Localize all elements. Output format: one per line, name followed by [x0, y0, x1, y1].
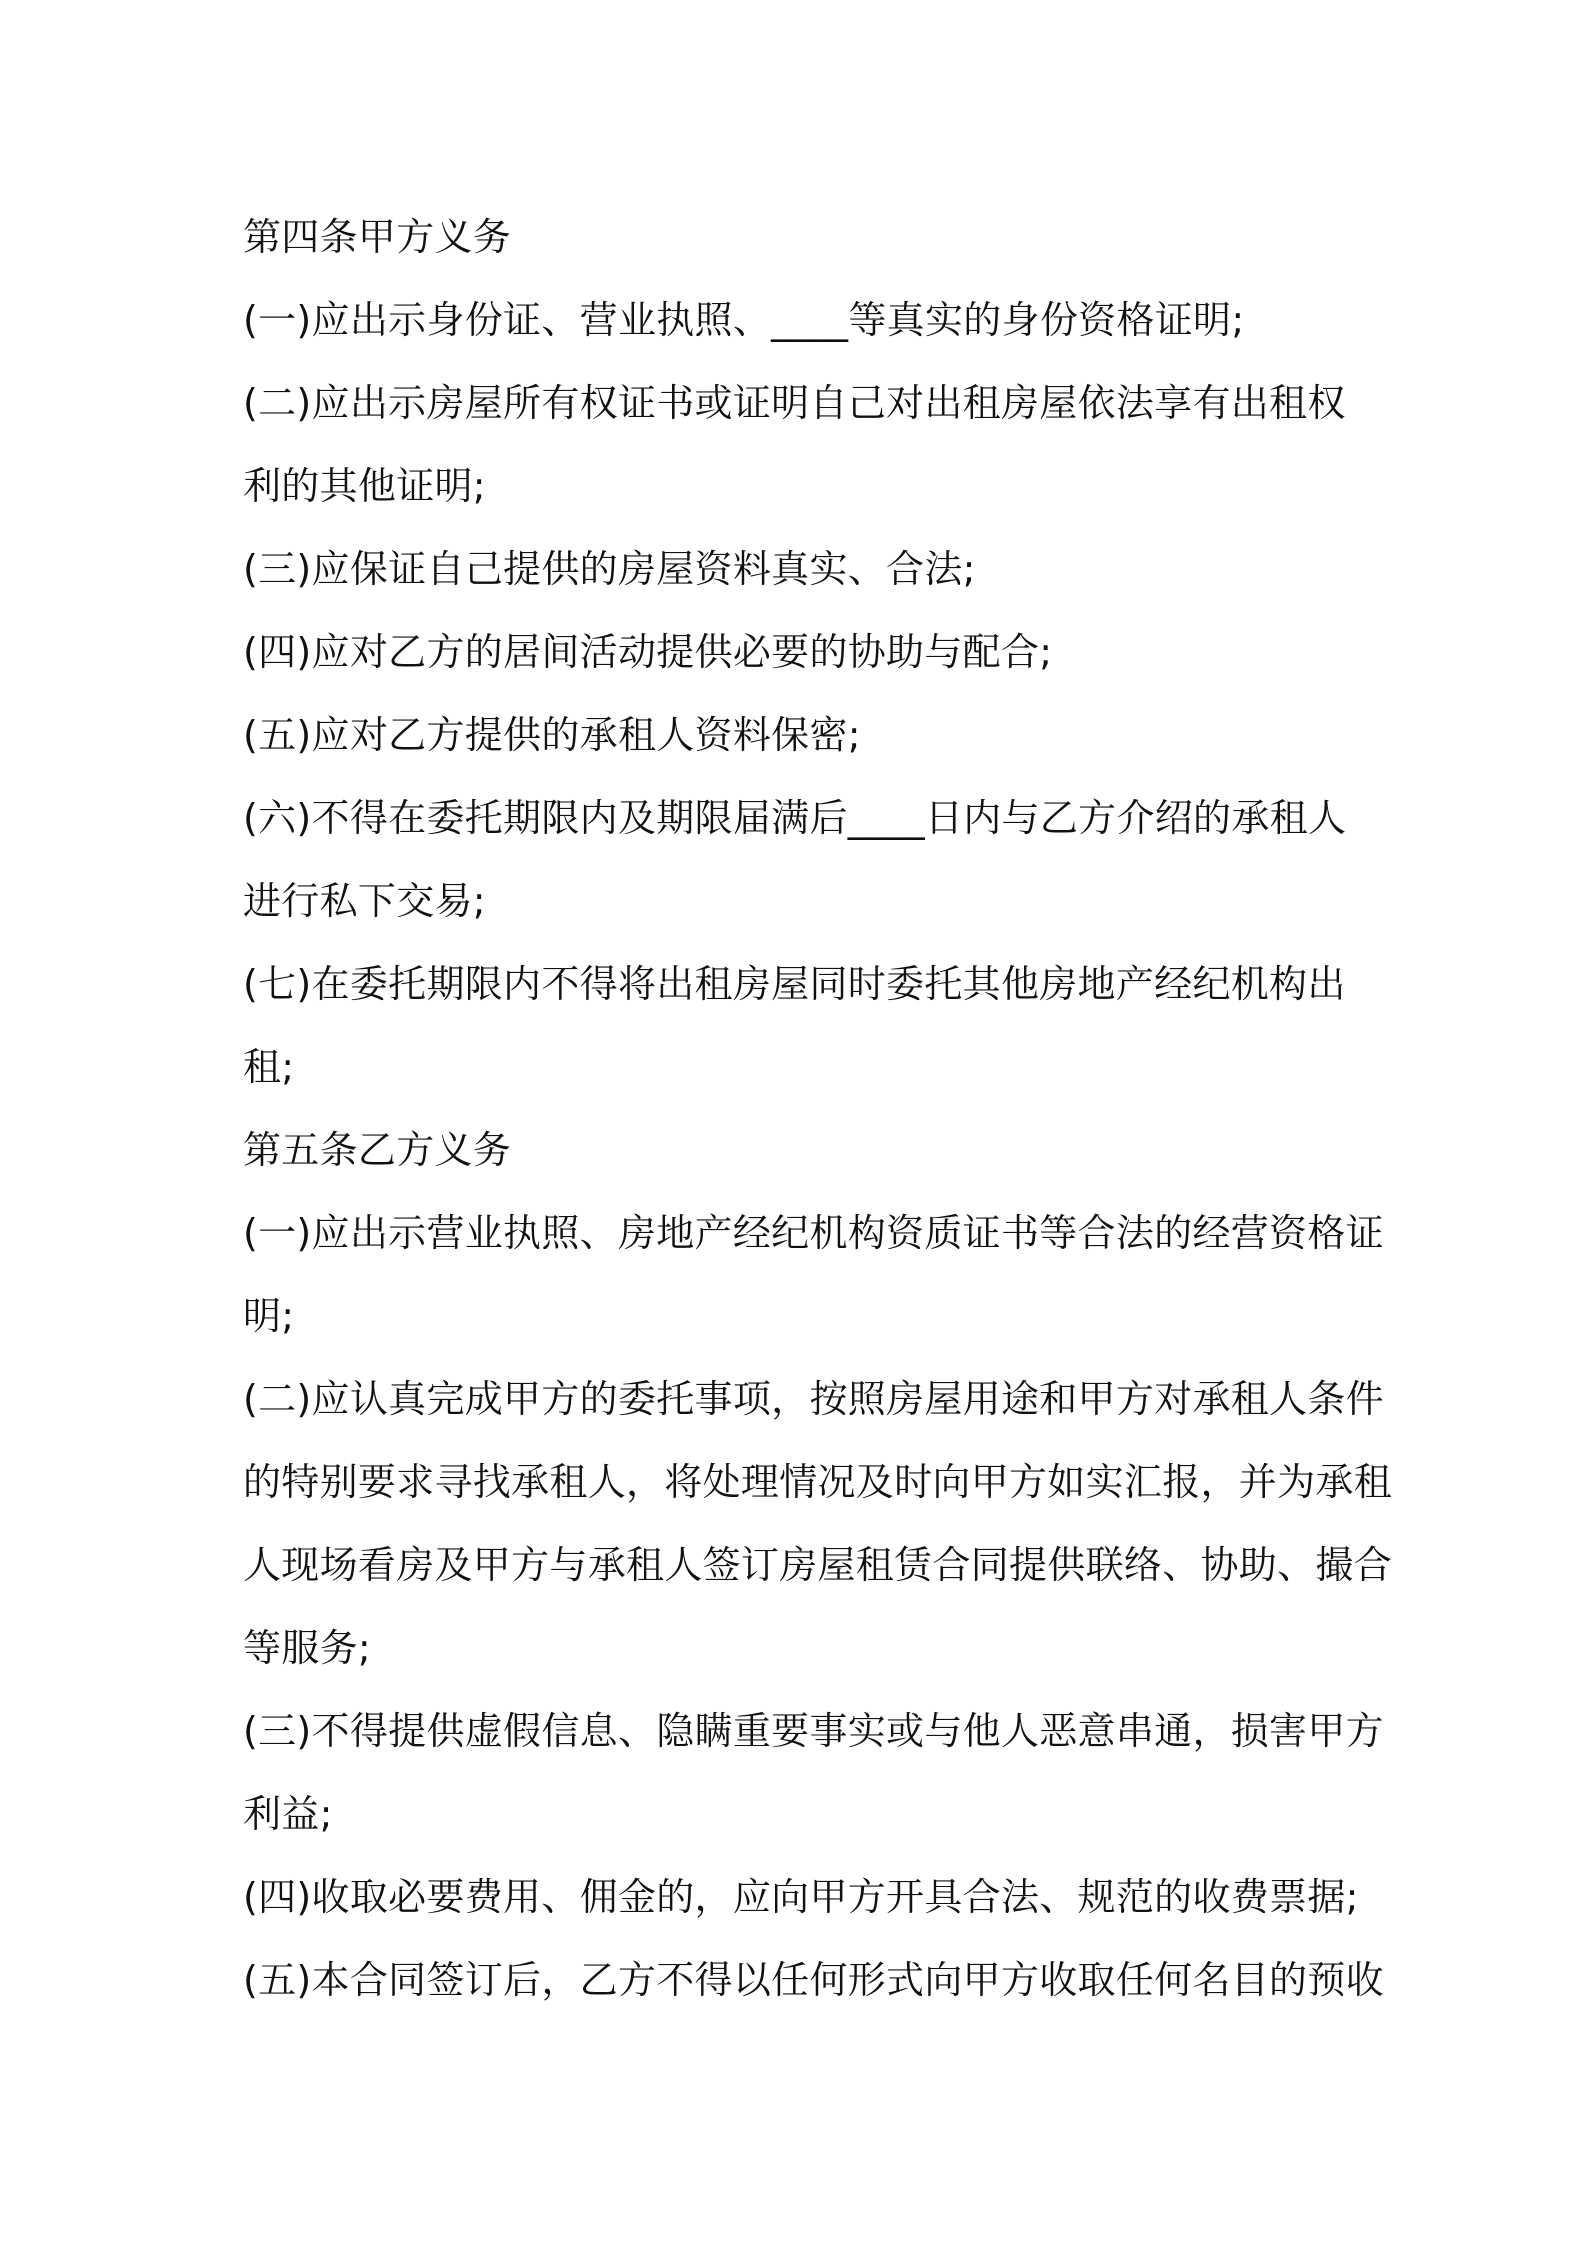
text-line: (六)不得在委托期限内及期限届满后____日内与乙方介绍的承租人 [243, 796, 1347, 840]
text-line: 明; [243, 1294, 295, 1338]
document-body [243, 196, 1393, 2022]
text-line: 人现场看房及甲方与承租人签订房屋租赁合同提供联络、协助、撮合 [243, 1543, 1393, 1587]
text-line: (三)不得提供虚假信息、隐瞒重要事实或与他人恶意串通，损害甲方 [243, 1709, 1384, 1753]
text-line: (二)应出示房屋所有权证书或证明自己对出租房屋依法享有出租权 [243, 381, 1346, 425]
text-line: (五)本合同签订后，乙方不得以任何形式向甲方收取任何名目的预收 [243, 1958, 1384, 2002]
text-line: (四)收取必要费用、佣金的，应向甲方开具合法、规范的收费票据; [243, 1875, 1359, 1919]
text-line: 利的其他证明; [243, 464, 486, 508]
text-line: (一)应出示营业执照、房地产经纪机构资质证书等合法的经营资格证 [243, 1211, 1384, 1255]
heading-article-5: 第五条乙方义务 [243, 1128, 512, 1172]
heading-article-4: 第四条甲方义务 [243, 215, 512, 259]
text-line: 利益; [243, 1792, 333, 1836]
text-line: 的特别要求寻找承租人，将处理情况及时向甲方如实汇报，并为承租 [243, 1460, 1393, 1504]
text-line: (三)应保证自己提供的房屋资料真实、合法; [243, 547, 976, 591]
text-line: 进行私下交易; [243, 879, 486, 923]
text-line: (一)应出示身份证、营业执照、____等真实的身份资格证明; [243, 298, 1245, 342]
text-line: (四)应对乙方的居间活动提供必要的协助与配合; [243, 630, 1053, 674]
text-line: (七)在委托期限内不得将出租房屋同时委托其他房地产经纪机构出 [243, 962, 1346, 1006]
text-line: 等服务; [243, 1626, 372, 1670]
text-line: (二)应认真完成甲方的委托事项，按照房屋用途和甲方对承租人条件 [243, 1377, 1384, 1421]
text-line: 租; [243, 1045, 295, 1089]
text-line: (五)应对乙方提供的承租人资料保密; [243, 713, 861, 757]
